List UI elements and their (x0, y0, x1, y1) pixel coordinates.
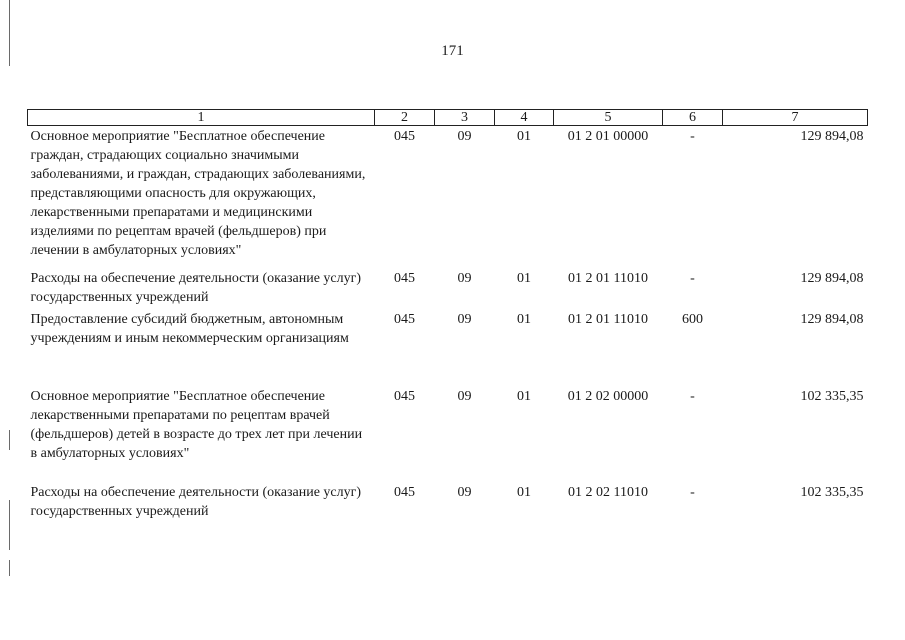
column-header: 4 (495, 110, 554, 126)
column-header: 3 (435, 110, 495, 126)
table-row (28, 387, 868, 483)
row-code-cell: - (690, 129, 695, 144)
column-header: 5 (554, 110, 663, 126)
row-code-cell: 600 (682, 312, 703, 327)
row-code-cell: 01 2 02 00000 (567, 389, 649, 404)
row-code-cell: 01 2 01 11010 (568, 312, 648, 327)
scan-edge-mark (9, 560, 10, 576)
table-row (28, 483, 868, 521)
column-header: 6 (663, 110, 723, 126)
row-code-cell: 09 (457, 389, 472, 404)
row-amount-cell: 102 335,35 (800, 485, 864, 500)
row-code-cell: 09 (457, 485, 472, 500)
column-header: 1 (28, 110, 375, 126)
row-code-cell: 01 (517, 312, 531, 327)
row-code-cell: 045 (394, 312, 415, 327)
row-code-cell: 045 (394, 271, 415, 286)
column-header: 2 (375, 110, 435, 126)
row-amount-cell: 129 894,08 (800, 312, 864, 327)
row-code-cell: 045 (394, 485, 415, 500)
row-code-cell: 01 (517, 129, 531, 144)
column-header: 7 (723, 110, 868, 126)
table-row (28, 126, 868, 270)
row-code-cell: 01 2 01 00000 (567, 129, 649, 144)
row-name-cell: Расходы на обеспечение деятельности (оказание услуг) государственных учреждений (30, 271, 362, 305)
row-amount-cell: 129 894,08 (800, 129, 864, 144)
row-code-cell: 01 (517, 389, 531, 404)
row-amount-cell: 102 335,35 (800, 389, 864, 404)
page-number: 171 (441, 43, 464, 59)
row-code-cell: 01 2 01 11010 (568, 271, 648, 286)
row-code-cell: 01 (517, 485, 531, 500)
row-code-cell: - (690, 389, 695, 404)
row-code-cell: 01 (517, 271, 531, 286)
table-header-row (28, 110, 868, 126)
row-amount-cell: 129 894,08 (800, 271, 864, 286)
row-code-cell: 09 (457, 271, 472, 286)
row-code-cell: 045 (394, 129, 415, 144)
scan-edge-mark (9, 500, 10, 550)
row-code-cell: 09 (457, 129, 472, 144)
row-code-cell: - (690, 485, 695, 500)
row-name-cell: Предоставление субсидий бюджетным, автономным учреждениям и иным некоммерческим организациям (30, 312, 349, 346)
scan-edge-mark (9, 430, 10, 450)
row-code-cell: - (690, 271, 695, 286)
row-name-cell: Основное мероприятие "Бесплатное обеспечение граждан, страдающих социально значимыми заболеваниями, и граждан, страдающих заболеваниями, представляющими опасность для окружающих, лекарственными препаратами и медицинскими изделиями по рецептам врачей (фельдшеров) при лечении в амбулаторных условиях" (30, 129, 366, 258)
table-row (28, 310, 868, 387)
row-code-cell: 01 2 02 11010 (568, 485, 648, 500)
budget-table (27, 109, 868, 521)
table-row (28, 269, 868, 310)
row-code-cell: 09 (457, 312, 472, 327)
row-code-cell: 045 (394, 389, 415, 404)
row-name-cell: Расходы на обеспечение деятельности (оказание услуг) государственных учреждений (30, 485, 362, 519)
row-name-cell: Основное мероприятие "Бесплатное обеспечение лекарственными препаратами по рецептам врачей (фельдшеров) детей в возрасте до трех лет при лечении в амбулаторных условиях" (30, 389, 363, 461)
